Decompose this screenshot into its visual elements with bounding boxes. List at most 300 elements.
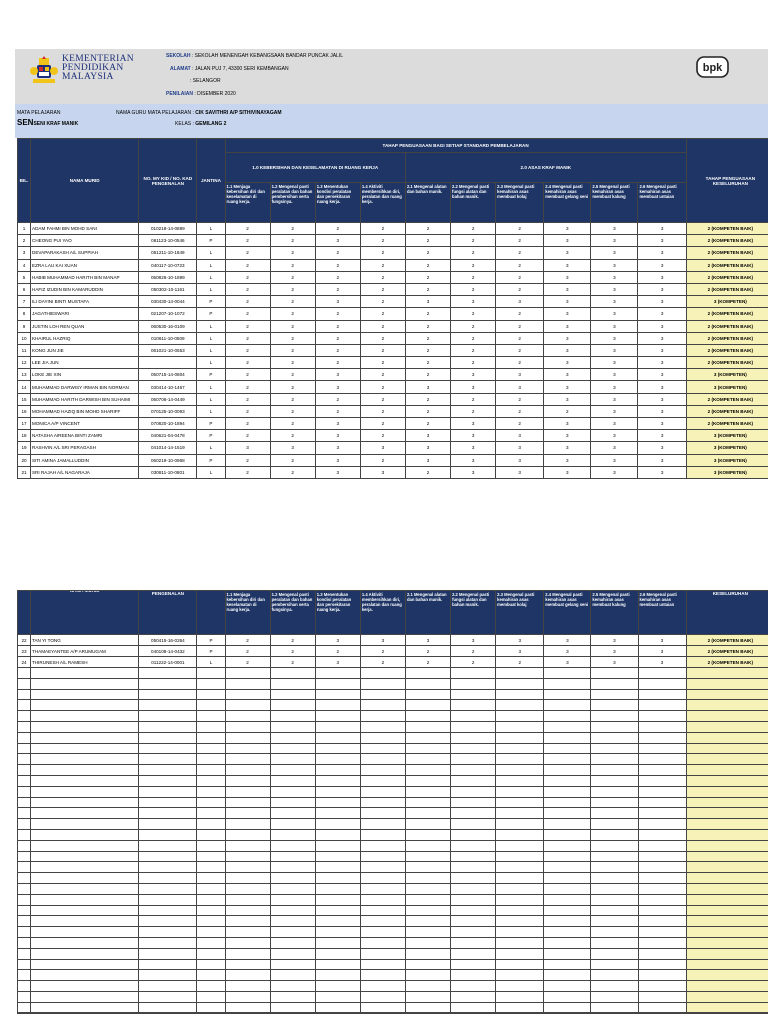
empty-row [18,959,768,970]
standard-header-8: 2.4 Mengenal pasti kemahiran asas membuat gelang seni [544,183,591,223]
empty-cell [496,970,544,981]
empty-cell [225,829,270,840]
col-nama: NAMA MURID [31,139,139,223]
overall-level-cell [686,819,768,830]
student-ic: 060219-10-0968 [139,454,197,466]
student-ic: 061021-10-0553 [139,344,197,356]
empty-cell [18,991,31,1002]
standard-header-8: 2.4 Mengenal pasti kemahiran asas membuat gelang seni [544,591,591,635]
score-cell: 2 [315,357,360,369]
score-cell: 2 [315,283,360,295]
empty-cell [197,916,225,927]
empty-cell [496,754,544,765]
empty-cell [225,959,270,970]
student-name: MOHAMMAD HAZIQ BIN MOHD SHARIFF [31,405,139,417]
score-cell: 3 [638,259,686,271]
score-cell: 2 [405,308,450,320]
empty-cell [544,689,591,700]
overall-level-cell [686,678,768,689]
score-cell: 2 [451,393,496,405]
empty-cell [225,948,270,959]
empty-cell [18,721,31,732]
empty-cell [544,905,591,916]
student-gender: L [197,657,225,668]
empty-cell [31,700,139,711]
score-cell: 2 [360,320,405,332]
empty-cell [31,905,139,916]
empty-cell [360,689,405,700]
score-cell: 3 [591,332,638,344]
empty-row [18,678,768,689]
empty-cell [31,927,139,938]
empty-cell [360,862,405,873]
empty-cell [360,700,405,711]
empty-cell [544,862,591,873]
score-cell: 3 [451,454,496,466]
student-number: 23 [18,646,31,657]
empty-cell [638,786,686,797]
score-cell: 3 [544,357,591,369]
score-cell: 3 [315,635,360,646]
overall-level-cell [686,883,768,894]
empty-cell [544,732,591,743]
student-ic: 030414-10-1467 [139,381,197,393]
ministry-name: KEMENTERIAN PENDIDIKAN MALAYSIA [62,54,134,82]
score-cell: 3 [544,657,591,668]
empty-row [18,775,768,786]
score-cell: 2 [225,235,270,247]
overall-level-cell [686,732,768,743]
score-cell: 2 [270,430,315,442]
empty-cell [451,700,496,711]
empty-cell [31,862,139,873]
empty-cell [638,851,686,862]
student-number: 5 [18,271,31,283]
score-cell: 2 [360,381,405,393]
empty-cell [315,948,360,959]
empty-cell [638,937,686,948]
empty-cell [270,840,315,851]
score-cell: 3 [544,454,591,466]
student-ic: 061123-10-0546 [139,235,197,247]
overall-level-cell [686,689,768,700]
empty-cell [451,754,496,765]
empty-cell [638,862,686,873]
score-cell: 2 [405,320,450,332]
empty-cell [225,840,270,851]
empty-row [18,937,768,948]
empty-row [18,862,768,873]
empty-cell [544,668,591,679]
score-cell: 3 [360,466,405,478]
student-name: MONICA A/P VINCENT [31,418,139,430]
empty-row [18,970,768,981]
overall-level-cell: 2 (KOMPETEN BAIK) [686,308,768,320]
empty-cell [18,937,31,948]
score-cell: 3 [315,430,360,442]
score-cell: 2 [360,283,405,295]
student-ic: 040108-14-0432 [139,646,197,657]
empty-cell [31,937,139,948]
score-cell: 2 [315,393,360,405]
student-number: 9 [18,320,31,332]
score-cell: 3 [405,430,450,442]
empty-cell [197,937,225,948]
subject-label: MATA PELAJARAN [17,110,61,116]
empty-cell [270,700,315,711]
student-number: 2 [18,235,31,247]
empty-cell [139,721,197,732]
score-cell: 2 [360,247,405,259]
empty-cell [544,894,591,905]
score-cell: 3 [496,466,544,478]
score-cell: 3 [591,635,638,646]
score-cell: 2 [315,344,360,356]
overall-level-cell: 2 (KOMPETEN BAIK) [686,357,768,369]
empty-cell [591,819,638,830]
student-ic: 010218-14-0889 [139,223,197,235]
empty-cell [360,819,405,830]
score-cell: 3 [544,635,591,646]
empty-cell [139,678,197,689]
empty-cell [496,678,544,689]
overall-level-cell: 3 (KOMPETEN) [686,466,768,478]
empty-cell [496,775,544,786]
empty-cell [225,721,270,732]
empty-cell [591,981,638,992]
empty-cell [451,668,496,679]
empty-row [18,894,768,905]
score-cell: 2 [360,259,405,271]
empty-cell [31,829,139,840]
score-cell: 2 [405,259,450,271]
empty-cell [544,948,591,959]
empty-cell [405,711,450,722]
empty-cell [638,678,686,689]
empty-cell [270,797,315,808]
empty-cell [591,916,638,927]
score-cell: 3 [638,418,686,430]
overall-level-cell [686,862,768,873]
overall-level-cell: 3 (KOMPETEN) [686,430,768,442]
empty-cell [270,829,315,840]
overall-level-cell [686,959,768,970]
score-cell: 3 [638,344,686,356]
empty-cell [315,797,360,808]
empty-cell [197,873,225,884]
student-name: KHAIRUL HAZRIQ [31,332,139,344]
empty-cell [638,721,686,732]
score-cell: 3 [496,442,544,454]
empty-cell [225,775,270,786]
student-name: CHEONG PUI YAO [31,235,139,247]
empty-cell [270,819,315,830]
empty-cell [31,840,139,851]
empty-cell [638,905,686,916]
empty-cell [18,905,31,916]
empty-cell [638,668,686,679]
score-cell: 2 [225,393,270,405]
student-gender: L [197,247,225,259]
empty-cell [544,786,591,797]
subject-value: SENSENI KRAF MANIK [17,118,79,127]
score-cell: 2 [270,357,315,369]
empty-cell [360,991,405,1002]
empty-cell [225,808,270,819]
empty-cell [315,765,360,776]
empty-cell [451,937,496,948]
score-cell: 2 [315,308,360,320]
empty-cell [315,916,360,927]
empty-cell [31,721,139,732]
score-cell: 2 [315,320,360,332]
empty-cell [405,927,450,938]
empty-cell [270,981,315,992]
empty-row [18,819,768,830]
score-cell: 2 [405,393,450,405]
student-number: 20 [18,454,31,466]
ministry-crest-logo [30,56,58,86]
score-cell: 2 [405,283,450,295]
student-gender: L [197,259,225,271]
empty-cell [638,775,686,786]
student-ic: 040117-10-0723 [139,259,197,271]
empty-cell [360,970,405,981]
empty-cell [31,743,139,754]
bpk-logo [696,55,729,79]
empty-cell [315,862,360,873]
student-ic: 050826-10-1899 [139,271,197,283]
empty-cell [139,894,197,905]
overall-level-cell: 2 (KOMPETEN BAIK) [686,247,768,259]
student-row [18,223,768,235]
empty-cell [31,959,139,970]
empty-cell [31,711,139,722]
standard-header-6: 2.2 Mengenal pasti fungsi alatan dan bahan manik. [451,591,496,635]
score-cell: 2 [405,247,450,259]
score-cell: 3 [638,308,686,320]
empty-cell [197,905,225,916]
student-name: THAMAEYANTEE A/P ARUMUGAM [31,646,139,657]
score-cell: 2 [270,332,315,344]
score-cell: 3 [638,405,686,417]
empty-cell [638,894,686,905]
empty-cell [225,905,270,916]
score-cell: 2 [496,332,544,344]
empty-cell [451,991,496,1002]
empty-cell [315,678,360,689]
empty-cell [591,937,638,948]
col-overall: TAHAP PENGUASAAN KESELURUHAN [686,139,768,223]
overall-level-cell: 2 (KOMPETEN BAIK) [686,418,768,430]
empty-cell [197,743,225,754]
empty-cell [591,754,638,765]
empty-cell [638,732,686,743]
score-cell: 3 [591,344,638,356]
empty-cell [496,711,544,722]
score-cell: 2 [270,271,315,283]
score-cell: 3 [591,466,638,478]
score-cell: 3 [451,466,496,478]
empty-cell [496,721,544,732]
empty-cell [31,775,139,786]
school-line: SEKOLAH : SEKOLAH MENENGAH KEBANGSAAN BANDAR PUNCAK JALIL [166,53,343,59]
score-cell: 2 [451,357,496,369]
student-name: SRI RAJAH A/L NAGARAJA [31,466,139,478]
empty-cell [315,851,360,862]
empty-cell [451,948,496,959]
address-line-2: : SELANGOR [190,78,221,84]
empty-row [18,797,768,808]
empty-cell [638,970,686,981]
empty-row [18,916,768,927]
teacher-line: NAMA GURU MATA PELAJARAN : CIK SAVITHRI A/P SITHIVINAYAGAM [116,110,282,116]
student-gender: L [197,405,225,417]
empty-cell [315,786,360,797]
score-cell: 3 [451,442,496,454]
score-cell: 2 [405,271,450,283]
empty-cell [451,743,496,754]
score-cell: 3 [638,393,686,405]
col-bil-clipped [18,591,31,635]
score-cell: 2 [315,223,360,235]
score-cell: 2 [451,259,496,271]
empty-cell [270,937,315,948]
score-cell: 3 [405,635,450,646]
score-cell: 3 [638,223,686,235]
empty-cell [18,797,31,808]
empty-cell [405,743,450,754]
empty-cell [451,873,496,884]
score-cell: 2 [225,405,270,417]
score-cell: 2 [496,223,544,235]
table-bottom-rule [17,1012,768,1013]
empty-cell [18,786,31,797]
empty-cell [225,927,270,938]
student-gender: P [197,235,225,247]
score-cell: 2 [360,235,405,247]
empty-row [18,851,768,862]
empty-row [18,786,768,797]
empty-cell [197,786,225,797]
empty-cell [405,916,450,927]
score-cell: 3 [270,442,315,454]
empty-cell [139,808,197,819]
score-cell: 2 [360,369,405,381]
student-row [18,259,768,271]
score-cell: 3 [405,296,450,308]
empty-cell [496,927,544,938]
empty-row [18,829,768,840]
empty-cell [315,873,360,884]
score-cell: 3 [638,454,686,466]
empty-cell [225,916,270,927]
score-cell: 2 [451,657,496,668]
empty-cell [18,689,31,700]
student-gender: P [197,635,225,646]
score-cell: 2 [405,646,450,657]
empty-cell [197,851,225,862]
standard-header-2: 1.2 Mengenal pasti peralatan dan bahan pembersihan serta fungsinya. [270,591,315,635]
score-cell: 2 [360,296,405,308]
empty-cell [197,883,225,894]
empty-cell [139,862,197,873]
score-cell: 3 [315,657,360,668]
score-cell: 3 [591,357,638,369]
student-gender: L [197,357,225,369]
empty-cell [451,786,496,797]
student-row [18,442,768,454]
score-cell: 2 [315,646,360,657]
score-cell: 3 [544,344,591,356]
empty-cell [31,894,139,905]
student-number: 13 [18,369,31,381]
col-ic: NO. MY KID / NO. KAD PENGENALAN [139,139,197,223]
empty-cell [360,916,405,927]
score-cell: 2 [225,283,270,295]
empty-cell [31,851,139,862]
standard-header-6: 2.2 Mengenal pasti fungsi alatan dan bahan manik. [451,183,496,223]
empty-cell [451,808,496,819]
empty-row [18,700,768,711]
empty-cell [544,981,591,992]
empty-cell [360,711,405,722]
empty-cell [591,775,638,786]
empty-cell [270,732,315,743]
score-cell: 2 [451,223,496,235]
empty-cell [270,905,315,916]
empty-cell [225,765,270,776]
score-cell: 2 [225,259,270,271]
student-gender: P [197,646,225,657]
empty-cell [270,808,315,819]
student-row [18,369,768,381]
empty-cell [197,991,225,1002]
empty-cell [225,689,270,700]
empty-cell [360,721,405,732]
empty-cell [360,775,405,786]
overall-level-cell: 2 (KOMPETEN BAIK) [686,344,768,356]
student-gender: L [197,466,225,478]
empty-cell [451,678,496,689]
empty-cell [638,991,686,1002]
score-cell: 2 [270,223,315,235]
empty-row [18,808,768,819]
standard-header-7: 2.3 Mengenal pasti kemahiran asas membuat kolaj [496,183,544,223]
col-ic-clipped: PENGENALAN [139,591,197,635]
score-cell: 3 [591,430,638,442]
empty-cell [360,754,405,765]
score-cell: 2 [360,418,405,430]
student-name: NATASHA AIREENA BINTI ZAMRI [31,430,139,442]
assessment-line: PENILAIAN : DISEMBER 2020 [166,91,236,97]
empty-cell [496,743,544,754]
standard-header-3: 1.3 Menentukan kondisi peralatan dan persekitaran ruang kerja. [315,591,360,635]
student-row [18,235,768,247]
empty-cell [197,668,225,679]
empty-cell [496,873,544,884]
empty-cell [18,668,31,679]
score-cell: 3 [544,320,591,332]
empty-cell [197,711,225,722]
score-cell: 3 [638,247,686,259]
empty-cell [225,732,270,743]
score-cell: 3 [315,454,360,466]
empty-cell [225,819,270,830]
empty-cell [451,765,496,776]
empty-cell [18,883,31,894]
score-cell: 2 [496,271,544,283]
